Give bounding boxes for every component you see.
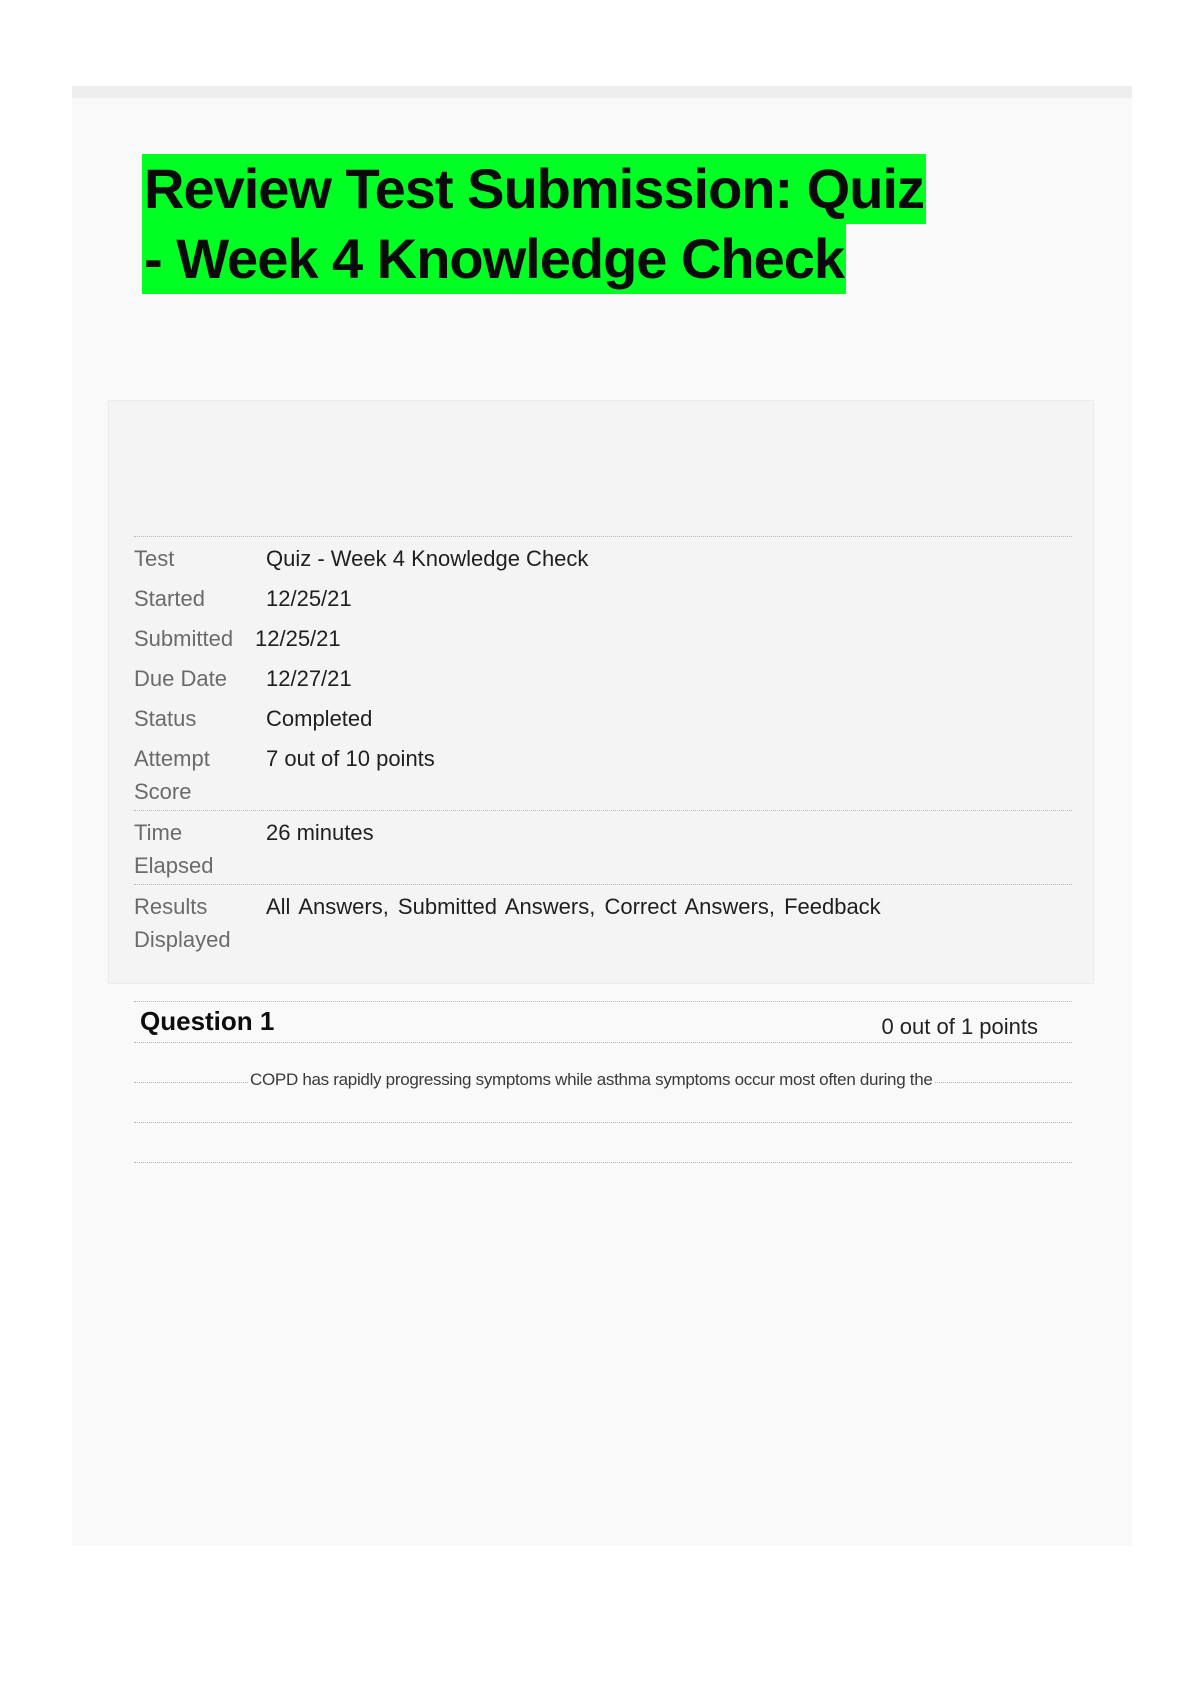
detail-value-status: Completed [266, 706, 373, 731]
detail-row-attempt-score [134, 742, 1072, 808]
divider [134, 1042, 1072, 1043]
detail-label-results-displayed [134, 890, 244, 956]
detail-label-time-elapsed-line-1: Time [134, 820, 183, 845]
page-frame [72, 86, 1132, 1546]
question-points: 0 out of 1 points [881, 1014, 1038, 1039]
detail-value-time-elapsed: 26 minutes [266, 820, 374, 845]
detail-label-due-date: Due Date [134, 666, 227, 691]
question-text-row [134, 1070, 1072, 1100]
detail-label-results-displayed-line-2: Displayed [134, 927, 231, 952]
detail-label-time-elapsed-line-2: Elapsed [134, 853, 214, 878]
detail-label-attempt-score-line-2: Score [134, 779, 192, 804]
question-title: Question 1 [140, 1006, 275, 1036]
detail-label-status: Status [134, 706, 197, 731]
detail-label-attempt-score [134, 742, 244, 808]
page-title-line-2: - Week 4 Knowledge Check [142, 224, 846, 294]
divider [134, 884, 1072, 885]
divider [134, 1162, 1072, 1163]
divider [134, 810, 1072, 811]
detail-label-submitted: Submitted [134, 626, 234, 651]
detail-value-due-date: 12/27/21 [266, 666, 352, 691]
detail-row-results-displayed [134, 890, 1072, 956]
divider [134, 1122, 1072, 1123]
question-text: COPD has rapidly progressing symptoms while asthma symptoms occur most often during the [250, 1070, 933, 1089]
detail-label-attempt-score-line-1: Attempt [134, 746, 210, 771]
page-title [142, 154, 962, 294]
detail-row-time-elapsed [134, 816, 1072, 882]
detail-value-results-displayed: All Answers, Submitted Answers, Correct Answers, Feedback [266, 894, 881, 919]
detail-label-time-elapsed [134, 816, 244, 882]
divider [134, 1001, 1072, 1002]
question-header [134, 1006, 1072, 1046]
detail-value-started: 12/25/21 [266, 586, 352, 611]
detail-value-attempt-score: 7 out of 10 points [266, 746, 435, 771]
divider [134, 536, 1072, 537]
detail-label-started: Started [134, 586, 205, 611]
detail-value-test: Quiz - Week 4 Knowledge Check [266, 546, 589, 571]
detail-value-submitted: 12/25/21 [255, 626, 341, 651]
detail-label-test: Test [134, 546, 175, 571]
page-title-line-1: Review Test Submission: Quiz [142, 154, 926, 224]
detail-label-results-displayed-line-1: Results [134, 894, 208, 919]
